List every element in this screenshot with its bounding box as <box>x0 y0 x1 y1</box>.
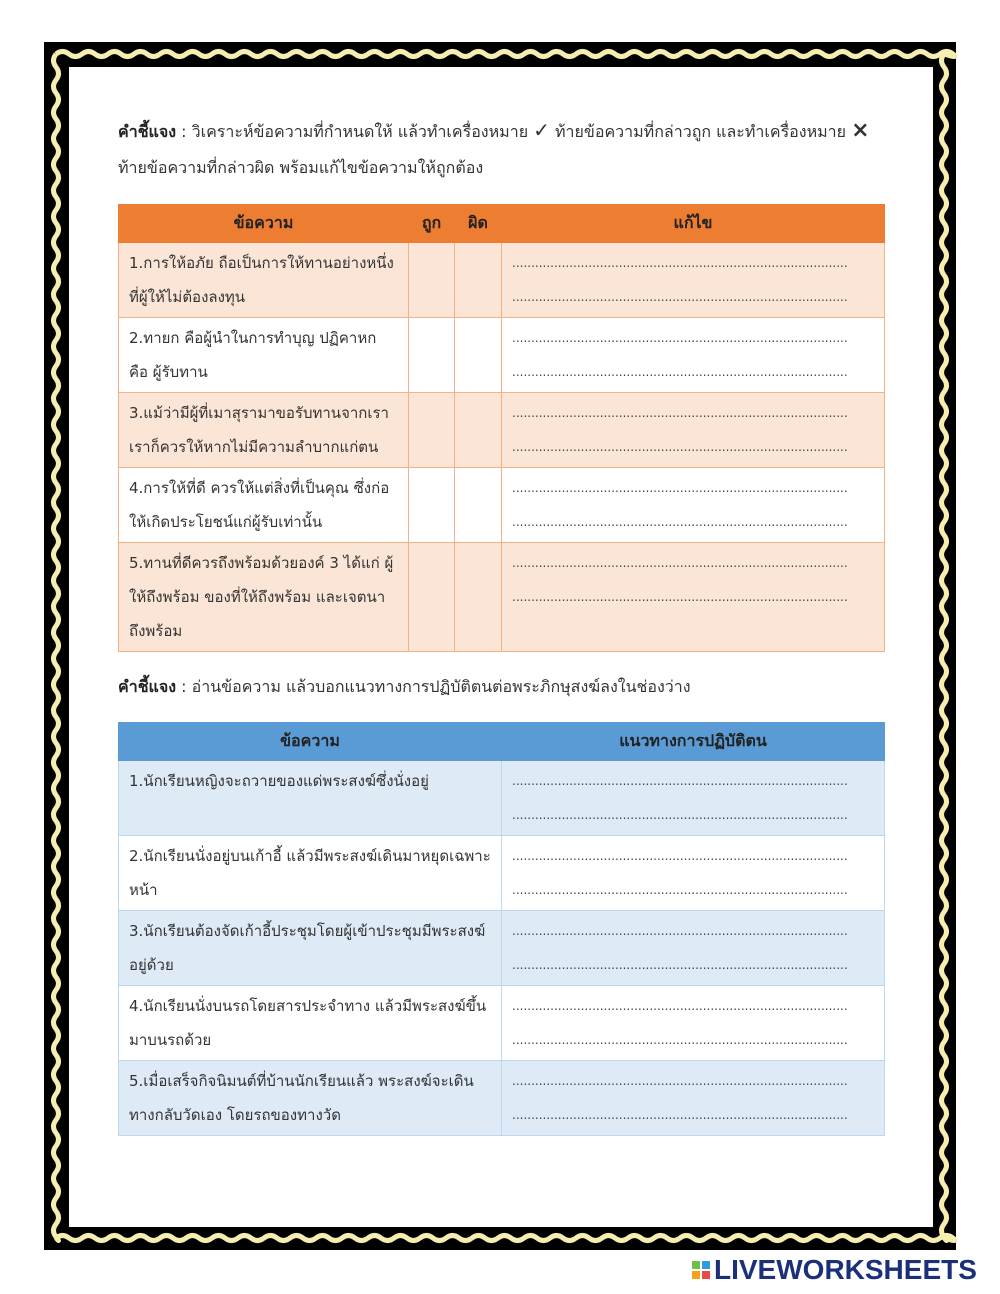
instructions-label: คำชี้แจง <box>118 677 177 696</box>
practice-input[interactable] <box>502 836 885 911</box>
correction-input[interactable] <box>502 543 885 652</box>
logo-text: LIVEWORKSHEETS <box>714 1254 977 1285</box>
header-statement: ข้อความ <box>119 723 502 761</box>
table-row <box>119 468 885 543</box>
practice-input[interactable] <box>502 761 885 836</box>
answer-line: ........................................................................................ <box>512 290 848 304</box>
true-answer-cell[interactable] <box>409 468 455 543</box>
true-answer-cell[interactable] <box>409 393 455 468</box>
answer-line: ........................................................................................ <box>512 808 848 822</box>
instructions-text: ท้ายข้อความที่กล่าวผิด พร้อมแก้ไขข้อความให้ถูกต้อง <box>118 158 484 177</box>
table-row <box>119 836 885 911</box>
liveworksheets-logo[interactable] <box>692 1254 977 1286</box>
statement-cell: 2.ทายก คือผู้นำในการทำบุญ ปฏิคาหก คือ ผู้รับทาน <box>119 318 409 393</box>
cross-mark-icon: × <box>851 118 870 143</box>
answer-line: ........................................................................................ <box>512 515 848 529</box>
answer-line: ........................................................................................ <box>512 590 848 604</box>
statement-cell: 1.นักเรียนหญิงจะถวายของแด่พระสงฆ์ซึ่งนั่งอยู่ <box>119 761 502 836</box>
answer-line: ........................................................................................ <box>512 924 848 938</box>
header-practice: แนวทางการปฏิบัติตน <box>502 723 885 761</box>
true-answer-cell[interactable] <box>409 543 455 652</box>
table-row <box>119 1061 885 1136</box>
statement-cell: 3.นักเรียนต้องจัดเก้าอี้ประชุมโดยผู้เข้าประชุมมีพระสงฆ์อยู่ด้วย <box>119 911 502 986</box>
correction-input[interactable] <box>502 318 885 393</box>
table-row <box>119 986 885 1061</box>
answer-line: ........................................................................................ <box>512 774 848 788</box>
correction-input[interactable] <box>502 468 885 543</box>
practice-input[interactable] <box>502 1061 885 1136</box>
correction-input[interactable] <box>502 393 885 468</box>
false-answer-cell[interactable] <box>455 243 502 318</box>
answer-line: ........................................................................................ <box>512 958 848 972</box>
false-answer-cell[interactable] <box>455 543 502 652</box>
table-row <box>119 393 885 468</box>
header-false: ผิด <box>455 205 502 243</box>
answer-line: ........................................................................................ <box>512 365 848 379</box>
true-answer-cell[interactable] <box>409 243 455 318</box>
header-correction: แก้ไข <box>502 205 885 243</box>
header-statement: ข้อความ <box>119 205 409 243</box>
statement-cell: 5.ทานที่ดีควรถึงพร้อมด้วยองค์ 3 ได้แก่ ผู้ให้ถึงพร้อม ของที่ให้ถึงพร้อม และเจตนาถึงพร้อม <box>119 543 409 652</box>
answer-line: ........................................................................................ <box>512 1108 848 1122</box>
answer-line: ........................................................................................ <box>512 849 848 863</box>
true-false-table <box>118 204 885 652</box>
answer-line: ........................................................................................ <box>512 556 848 570</box>
practice-input[interactable] <box>502 911 885 986</box>
answer-line: ........................................................................................ <box>512 331 848 345</box>
answer-line: ........................................................................................ <box>512 1074 848 1088</box>
table-row <box>119 318 885 393</box>
table-row <box>119 243 885 318</box>
check-mark-icon: ✓ <box>533 118 550 142</box>
table-header <box>119 723 885 761</box>
statement-cell: 2.นักเรียนนั่งอยู่บนเก้าอี้ แล้วมีพระสงฆ์เดินมาหยุดเฉพาะหน้า <box>119 836 502 911</box>
table-row <box>119 911 885 986</box>
answer-line: ........................................................................................ <box>512 999 848 1013</box>
practice-input[interactable] <box>502 986 885 1061</box>
statement-cell: 4.การให้ที่ดี ควรให้แต่สิ่งที่เป็นคุณ ซึ่งก่อให้เกิดประโยชน์แก่ผู้รับเท่านั้น <box>119 468 409 543</box>
logo-squares-icon <box>692 1261 710 1279</box>
practice-table <box>118 722 885 1136</box>
instructions-text: ท้ายข้อความที่กล่าวถูก และทำเครื่องหมาย <box>549 122 852 141</box>
table-row <box>119 543 885 652</box>
answer-line: ........................................................................................ <box>512 440 848 454</box>
answer-line: ........................................................................................ <box>512 256 848 270</box>
false-answer-cell[interactable] <box>455 468 502 543</box>
true-answer-cell[interactable] <box>409 318 455 393</box>
instructions-text: : อ่านข้อความ แล้วบอกแนวทางการปฏิบัติตนต่อพระภิกษุสงฆ์ลงในช่องว่าง <box>176 677 691 696</box>
statement-cell: 4.นักเรียนนั่งบนรถโดยสารประจำทาง แล้วมีพระสงฆ์ขึ้นมาบนรถด้วย <box>119 986 502 1061</box>
instructions-1 <box>118 112 888 186</box>
statement-cell: 1.การให้อภัย ถือเป็นการให้ทานอย่างหนึ่งที่ผู้ให้ไม่ต้องลงทุน <box>119 243 409 318</box>
table-header <box>119 205 885 243</box>
statement-cell: 5.เมื่อเสร็จกิจนิมนต์ที่บ้านนักเรียนแล้ว พระสงฆ์จะเดินทางกลับวัดเอง โดยรถของทางวัด <box>119 1061 502 1136</box>
answer-line: ........................................................................................ <box>512 883 848 897</box>
answer-line: ........................................................................................ <box>512 481 848 495</box>
header-true: ถูก <box>409 205 455 243</box>
instructions-2 <box>118 669 888 705</box>
answer-line: ........................................................................................ <box>512 1033 848 1047</box>
statement-cell: 3.แม้ว่ามีผู้ที่เมาสุรามาขอรับทานจากเรา เราก็ควรให้หากไม่มีความลำบากแก่ตน <box>119 393 409 468</box>
answer-line: ........................................................................................ <box>512 406 848 420</box>
false-answer-cell[interactable] <box>455 318 502 393</box>
correction-input[interactable] <box>502 243 885 318</box>
instructions-text: : วิเคราะห์ข้อความที่กำหนดให้ แล้วทำเครื่องหมาย <box>176 122 534 141</box>
false-answer-cell[interactable] <box>455 393 502 468</box>
table-row <box>119 761 885 836</box>
instructions-label: คำชี้แจง <box>118 122 177 141</box>
